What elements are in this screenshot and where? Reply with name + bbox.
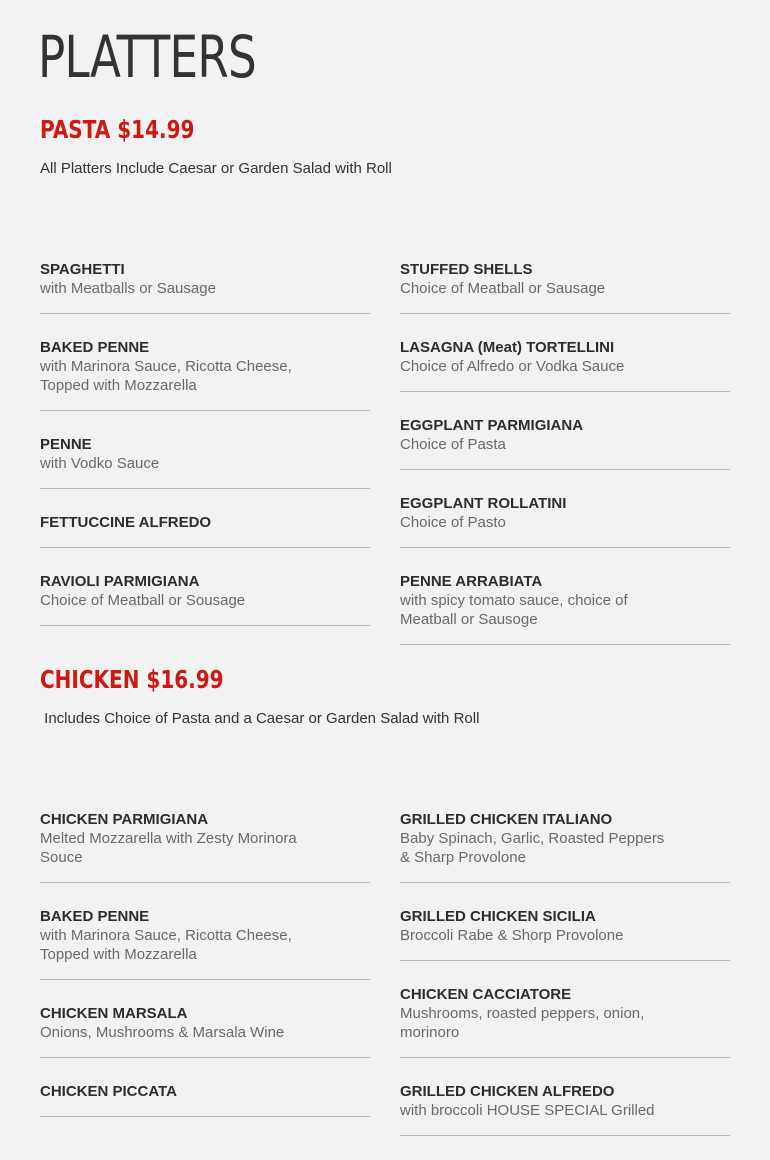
menu-item-name: GRILLED CHICKEN ITALIANO [400, 811, 613, 828]
menu-item [400, 810, 730, 883]
menu-item-name: CHICKEN PICCATA [40, 1083, 177, 1100]
menu-item [40, 435, 370, 489]
pasta-section-note: All Platters Include Caesar or Garden Salad with Roll [40, 160, 392, 177]
menu-item-name: LASAGNA (Meat) TORTELLINI [400, 339, 615, 356]
chicken-section-heading: CHICKEN $16.99 [40, 665, 224, 694]
menu-item [40, 1082, 370, 1117]
menu-item [40, 513, 370, 548]
menu-item-description: with spicy tomato sauce, choice of Meatball or Sausoge [400, 592, 628, 628]
menu-item [40, 572, 370, 626]
pasta-section-heading: PASTA $14.99 [40, 115, 195, 144]
menu-item [400, 907, 730, 961]
menu-item-description: with Meatballs or Sausage [40, 280, 216, 297]
menu-item-description: Choice of Pasto [400, 514, 506, 531]
menu-item-description: Mushrooms, roasted peppers, onion, morinoro [400, 1005, 645, 1041]
menu-item-description: with Marinora Sauce, Ricotta Cheese, Topped with Mozzarella [40, 358, 292, 394]
menu-item-name: PENNE ARRABIATA [400, 573, 543, 590]
menu-item [400, 338, 730, 392]
menu-item-name: CHICKEN CACCIATORE [400, 986, 572, 1003]
menu-item-name: GRILLED CHICKEN ALFREDO [400, 1083, 615, 1100]
menu-item-name: PENNE [40, 436, 92, 453]
menu-item-description: Melted Mozzarella with Zesty Morinora Souce [40, 830, 297, 866]
chicken-left-column [40, 810, 370, 1141]
menu-item-description: Choice of Alfredo or Vodka Sauce [400, 358, 625, 375]
menu-item-description: with broccoli HOUSE SPECIAL Grilled [400, 1102, 655, 1119]
menu-item-name: STUFFED SHELLS [400, 261, 533, 278]
menu-item-description: Choice of Pasta [400, 436, 506, 453]
menu-item [400, 1082, 730, 1136]
menu-item [400, 572, 730, 645]
menu-item-name: BAKED PENNE [40, 339, 150, 356]
menu-item-description: Baby Spinach, Garlic, Roasted Peppers & Sharp Provolone [400, 830, 665, 866]
menu-item [40, 810, 370, 883]
menu-item [40, 260, 370, 314]
menu-item-name: BAKED PENNE [40, 908, 150, 925]
chicken-section-note: Includes Choice of Pasta and a Caesar or Garden Salad with Roll [40, 710, 480, 727]
menu-item-name: RAVIOLI PARMIGIANA [40, 573, 200, 590]
menu-item [40, 907, 370, 980]
menu-item-description: with Vodko Sauce [40, 455, 160, 472]
menu-item-name: CHICKEN PARMIGIANA [40, 811, 209, 828]
menu-item-description: Choice of Meatball or Sausage [400, 280, 606, 297]
menu-item [40, 1004, 370, 1058]
pasta-left-column [40, 260, 370, 650]
menu-item-description: with Marinora Sauce, Ricotta Cheese, Topped with Mozzarella [40, 927, 292, 963]
menu-item-name: EGGPLANT PARMIGIANA [400, 417, 584, 434]
menu-item [400, 260, 730, 314]
chicken-right-column [400, 810, 730, 1160]
menu-item [400, 494, 730, 548]
menu-item-name: SPAGHETTI [40, 261, 125, 278]
pasta-right-column [400, 260, 730, 669]
menu-item [400, 985, 730, 1058]
menu-item-name: EGGPLANT ROLLATINI [400, 495, 567, 512]
menu-item-description: Choice of Meatball or Sousage [40, 592, 246, 609]
menu-item-description: Broccoli Rabe & Shorp Provolone [400, 927, 624, 944]
menu-item-name: GRILLED CHICKEN SICILIA [400, 908, 596, 925]
menu-item [40, 338, 370, 411]
menu-item-name: CHICKEN MARSALA [40, 1005, 188, 1022]
menu-item-description: Onions, Mushrooms & Marsala Wine [40, 1024, 285, 1041]
page-title: PLATTERS [38, 23, 256, 91]
menu-item-name: FETTUCCINE ALFREDO [40, 514, 212, 531]
menu-item [400, 416, 730, 470]
